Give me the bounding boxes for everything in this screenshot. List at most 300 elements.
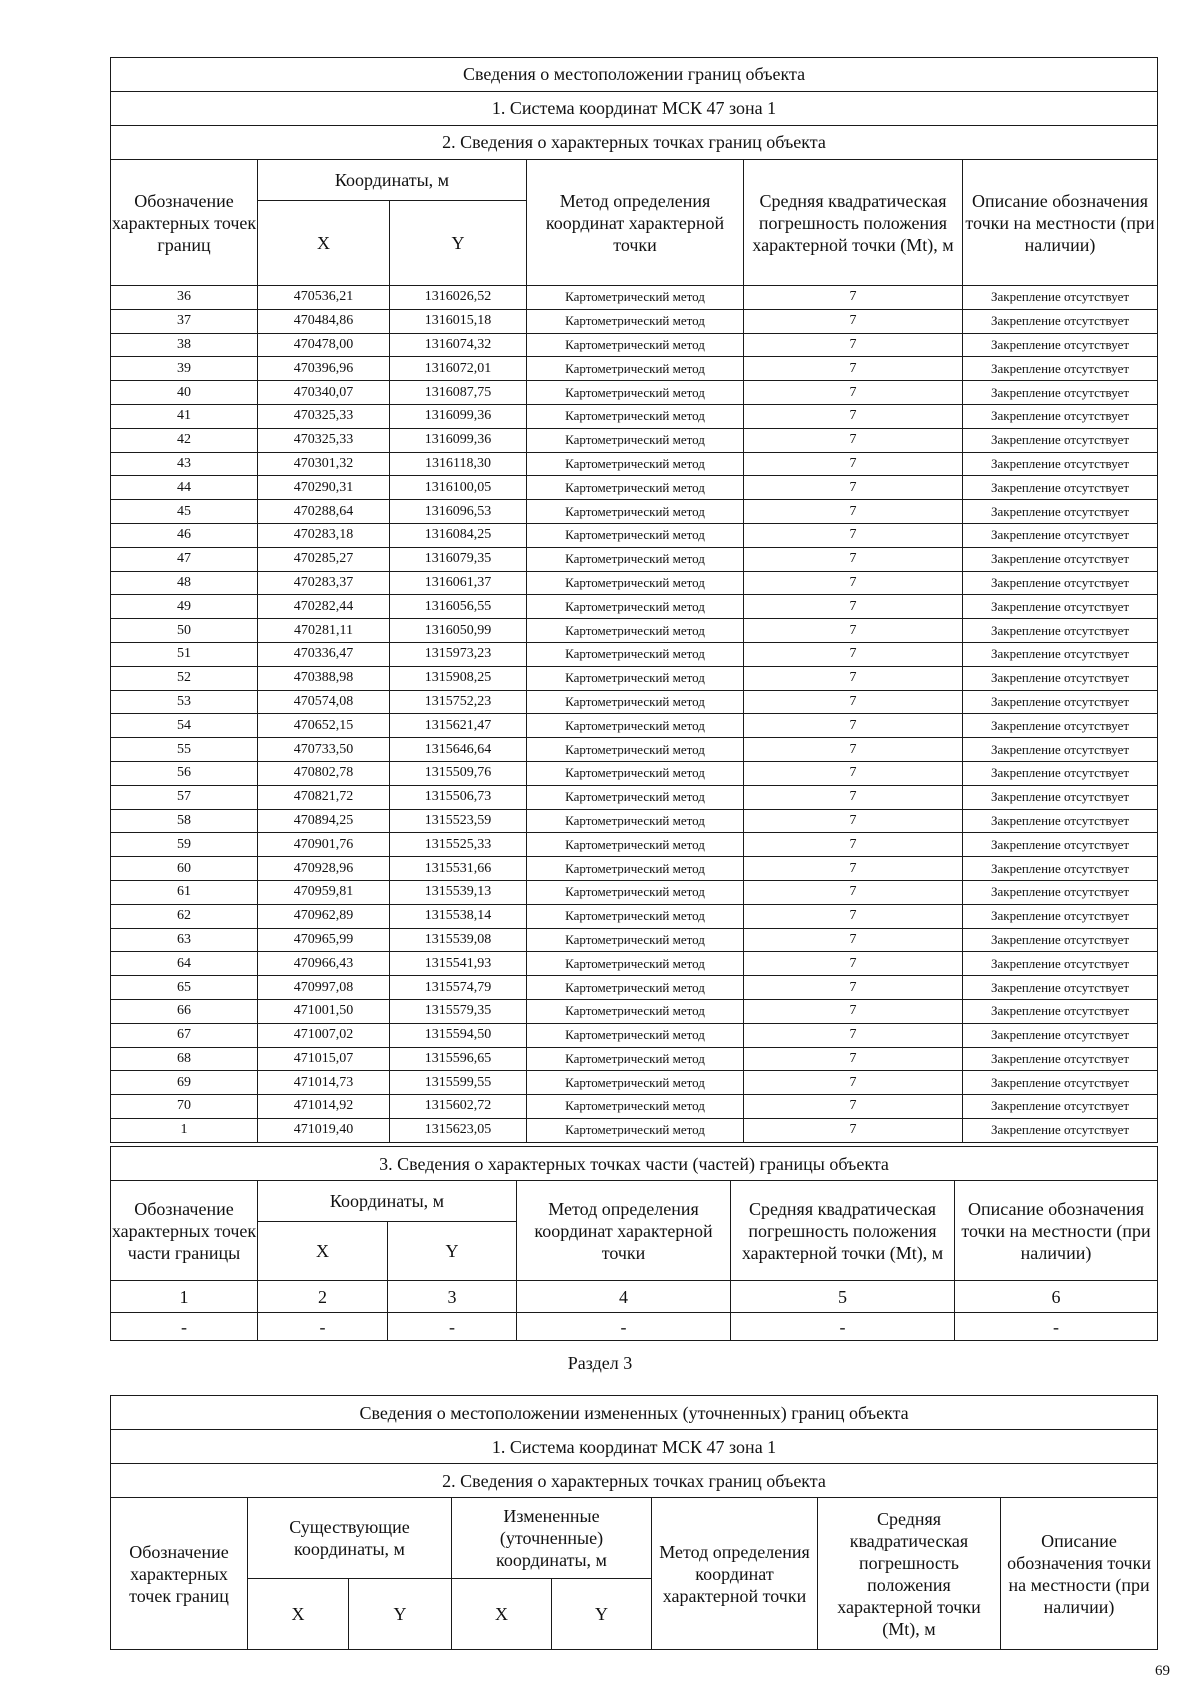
point-id: 51 — [111, 642, 258, 666]
table-row — [111, 833, 1158, 857]
point-id: 65 — [111, 976, 258, 1000]
coord-x: 470396,96 — [258, 357, 390, 381]
table-row — [111, 1047, 1158, 1071]
method: Картометрический метод — [527, 595, 744, 619]
coord-x: 470288,64 — [258, 500, 390, 524]
coord-x: 470802,78 — [258, 761, 390, 785]
coord-y: 1315506,73 — [390, 785, 527, 809]
description: Закрепление отсутствует — [963, 1071, 1158, 1095]
accuracy: 7 — [744, 1071, 963, 1095]
coord-y: 1316096,53 — [390, 500, 527, 524]
point-id: 1 — [111, 1118, 258, 1142]
accuracy: 7 — [744, 428, 963, 452]
table-row — [111, 857, 1158, 881]
column-number: 1 — [111, 1281, 258, 1313]
method: Картометрический метод — [527, 785, 744, 809]
header-x: X — [258, 1222, 388, 1281]
coord-x: 470336,47 — [258, 642, 390, 666]
table-title: Сведения о местоположении измененных (уточненных) границ объекта — [111, 1396, 1158, 1430]
coord-y: 1315973,23 — [390, 642, 527, 666]
accuracy: 7 — [744, 286, 963, 310]
accuracy: 7 — [744, 880, 963, 904]
description: Закрепление отсутствует — [963, 357, 1158, 381]
table-row — [111, 286, 1158, 310]
accuracy: 7 — [744, 1047, 963, 1071]
point-id: 39 — [111, 357, 258, 381]
coord-x: 470928,96 — [258, 857, 390, 881]
header-description: Описание обозначения точки на местности (при наличии) — [1001, 1498, 1158, 1650]
description: Закрепление отсутствует — [963, 333, 1158, 357]
description: Закрепление отсутствует — [963, 690, 1158, 714]
accuracy: 7 — [744, 333, 963, 357]
method: Картометрический метод — [527, 976, 744, 1000]
accuracy: 7 — [744, 761, 963, 785]
description: Закрепление отсутствует — [963, 381, 1158, 405]
accuracy: 7 — [744, 357, 963, 381]
point-id: 36 — [111, 286, 258, 310]
accuracy: 7 — [744, 1118, 963, 1142]
point-id: 47 — [111, 547, 258, 571]
description: Закрепление отсутствует — [963, 595, 1158, 619]
point-id: 42 — [111, 428, 258, 452]
coord-y: 1315752,23 — [390, 690, 527, 714]
point-id: 66 — [111, 999, 258, 1023]
point-id: 53 — [111, 690, 258, 714]
accuracy: 7 — [744, 452, 963, 476]
column-number: 4 — [517, 1281, 731, 1313]
method: Картометрический метод — [527, 690, 744, 714]
description: Закрепление отсутствует — [963, 761, 1158, 785]
coord-y: 1316074,32 — [390, 333, 527, 357]
coord-y: 1315539,08 — [390, 928, 527, 952]
accuracy: 7 — [744, 547, 963, 571]
table-row — [111, 880, 1158, 904]
description: Закрепление отсутствует — [963, 309, 1158, 333]
point-id: 70 — [111, 1095, 258, 1119]
point-id: 64 — [111, 952, 258, 976]
description: Закрепление отсутствует — [963, 1023, 1158, 1047]
coord-y: 1315509,76 — [390, 761, 527, 785]
table-row — [111, 809, 1158, 833]
coord-y: 1316026,52 — [390, 286, 527, 310]
description: Закрепление отсутствует — [963, 547, 1158, 571]
table-row — [111, 1095, 1158, 1119]
description: Закрепление отсутствует — [963, 999, 1158, 1023]
table-row — [111, 500, 1158, 524]
table-row — [111, 404, 1158, 428]
table-row — [111, 738, 1158, 762]
table-row — [111, 523, 1158, 547]
coord-x: 470290,31 — [258, 476, 390, 500]
table-row — [111, 452, 1158, 476]
coord-x: 470733,50 — [258, 738, 390, 762]
coord-y: 1316056,55 — [390, 595, 527, 619]
point-id: 40 — [111, 381, 258, 405]
empty-cell: - — [388, 1313, 517, 1341]
table-title: Сведения о местоположении границ объекта — [111, 58, 1158, 92]
coord-y: 1315579,35 — [390, 999, 527, 1023]
point-id: 50 — [111, 619, 258, 643]
accuracy: 7 — [744, 952, 963, 976]
description: Закрепление отсутствует — [963, 523, 1158, 547]
table-row — [111, 904, 1158, 928]
accuracy: 7 — [744, 690, 963, 714]
section-label: Раздел 3 — [567, 1353, 633, 1373]
description: Закрепление отсутствует — [963, 833, 1158, 857]
table-row — [111, 1118, 1158, 1142]
coord-y: 1316118,30 — [390, 452, 527, 476]
changed-boundary-points-table — [110, 1395, 1158, 1650]
description: Закрепление отсутствует — [963, 666, 1158, 690]
accuracy: 7 — [744, 1095, 963, 1119]
point-id: 67 — [111, 1023, 258, 1047]
point-id: 58 — [111, 809, 258, 833]
coord-x: 470282,44 — [258, 595, 390, 619]
coordinate-system: 1. Система координат МСК 47 зона 1 — [111, 1430, 1158, 1464]
header-changed-coords: Измененные (уточненные) координаты, м — [452, 1498, 652, 1579]
method: Картометрический метод — [527, 571, 744, 595]
method: Картометрический метод — [527, 381, 744, 405]
header-coords: Координаты, м — [258, 1181, 517, 1222]
method: Картометрический метод — [527, 428, 744, 452]
coord-y: 1316061,37 — [390, 571, 527, 595]
accuracy: 7 — [744, 928, 963, 952]
table-row — [111, 309, 1158, 333]
description: Закрепление отсутствует — [963, 476, 1158, 500]
table-row — [111, 761, 1158, 785]
method: Картометрический метод — [527, 1118, 744, 1142]
coord-x: 470285,27 — [258, 547, 390, 571]
description: Закрепление отсутствует — [963, 500, 1158, 524]
method: Картометрический метод — [527, 357, 744, 381]
table-row — [111, 357, 1158, 381]
coord-x: 471015,07 — [258, 1047, 390, 1071]
table-row — [111, 952, 1158, 976]
point-id: 37 — [111, 309, 258, 333]
description: Закрепление отсутствует — [963, 952, 1158, 976]
accuracy: 7 — [744, 785, 963, 809]
description: Закрепление отсутствует — [963, 738, 1158, 762]
coord-x: 471019,40 — [258, 1118, 390, 1142]
coord-x: 471014,73 — [258, 1071, 390, 1095]
header-method: Метод определения координат характерной точки — [652, 1498, 818, 1650]
coord-y: 1316099,36 — [390, 428, 527, 452]
header-description: Описание обозначения точки на местности (при наличии) — [963, 160, 1158, 286]
method: Картометрический метод — [527, 1095, 744, 1119]
method: Картометрический метод — [527, 404, 744, 428]
method: Картометрический метод — [527, 1071, 744, 1095]
method: Картометрический метод — [527, 880, 744, 904]
coord-x: 470283,18 — [258, 523, 390, 547]
boundary-points-table — [110, 57, 1158, 1143]
coord-y: 1316072,01 — [390, 357, 527, 381]
coord-x: 470325,33 — [258, 404, 390, 428]
accuracy: 7 — [744, 571, 963, 595]
accuracy: 7 — [744, 833, 963, 857]
description: Закрепление отсутствует — [963, 976, 1158, 1000]
header-accuracy: Средняя квадратическая погрешность положения характерной точки (Mt), м — [731, 1181, 955, 1281]
point-id: 56 — [111, 761, 258, 785]
empty-cell: - — [517, 1313, 731, 1341]
description: Закрепление отсутствует — [963, 785, 1158, 809]
coord-x: 470652,15 — [258, 714, 390, 738]
coordinate-system: 1. Система координат МСК 47 зона 1 — [111, 92, 1158, 126]
point-id: 69 — [111, 1071, 258, 1095]
point-id: 46 — [111, 523, 258, 547]
coord-x: 470821,72 — [258, 785, 390, 809]
accuracy: 7 — [744, 738, 963, 762]
method: Картометрический метод — [527, 857, 744, 881]
coord-x: 470478,00 — [258, 333, 390, 357]
method: Картометрический метод — [527, 952, 744, 976]
coord-x: 470325,33 — [258, 428, 390, 452]
point-id: 48 — [111, 571, 258, 595]
accuracy: 7 — [744, 999, 963, 1023]
coord-y: 1315541,93 — [390, 952, 527, 976]
accuracy: 7 — [744, 904, 963, 928]
table-row — [111, 1023, 1158, 1047]
method: Картометрический метод — [527, 619, 744, 643]
coord-y: 1316015,18 — [390, 309, 527, 333]
table-row — [111, 428, 1158, 452]
coord-x: 470965,99 — [258, 928, 390, 952]
coord-x: 470574,08 — [258, 690, 390, 714]
method: Картометрический метод — [527, 523, 744, 547]
accuracy: 7 — [744, 309, 963, 333]
coord-x: 471007,02 — [258, 1023, 390, 1047]
header-changed-x: X — [452, 1579, 552, 1650]
table-row — [111, 714, 1158, 738]
method: Картометрический метод — [527, 642, 744, 666]
coord-y: 1316087,75 — [390, 381, 527, 405]
table-row — [111, 571, 1158, 595]
empty-cell: - — [258, 1313, 388, 1341]
column-number: 5 — [731, 1281, 955, 1313]
point-id: 61 — [111, 880, 258, 904]
coord-x: 470388,98 — [258, 666, 390, 690]
table-row — [111, 999, 1158, 1023]
header-y: Y — [390, 201, 527, 286]
table-row — [111, 333, 1158, 357]
description: Закрепление отсутствует — [963, 809, 1158, 833]
header-description: Описание обозначения точки на местности (при наличии) — [955, 1181, 1158, 1281]
accuracy: 7 — [744, 714, 963, 738]
coord-x: 470894,25 — [258, 809, 390, 833]
coord-y: 1315523,59 — [390, 809, 527, 833]
header-changed-y: Y — [552, 1579, 652, 1650]
point-id: 52 — [111, 666, 258, 690]
description: Закрепление отсутствует — [963, 1047, 1158, 1071]
coord-x: 470536,21 — [258, 286, 390, 310]
method: Картометрический метод — [527, 761, 744, 785]
header-y: Y — [388, 1222, 517, 1281]
description: Закрепление отсутствует — [963, 880, 1158, 904]
description: Закрепление отсутствует — [963, 928, 1158, 952]
column-number: 6 — [955, 1281, 1158, 1313]
description: Закрепление отсутствует — [963, 904, 1158, 928]
column-number: 3 — [388, 1281, 517, 1313]
coord-y: 1315594,50 — [390, 1023, 527, 1047]
section-heading: 2. Сведения о характерных точках границ объекта — [111, 1464, 1158, 1498]
point-id: 63 — [111, 928, 258, 952]
coord-x: 471001,50 — [258, 999, 390, 1023]
table-row — [111, 595, 1158, 619]
section-heading: 3. Сведения о характерных точках части (частей) границы объекта — [111, 1147, 1158, 1181]
method: Картометрический метод — [527, 476, 744, 500]
coord-y: 1315646,64 — [390, 738, 527, 762]
method: Картометрический метод — [527, 547, 744, 571]
method: Картометрический метод — [527, 738, 744, 762]
table-row — [111, 619, 1158, 643]
table-row — [111, 690, 1158, 714]
description: Закрепление отсутствует — [963, 286, 1158, 310]
table-row — [111, 476, 1158, 500]
method: Картометрический метод — [527, 999, 744, 1023]
method: Картометрический метод — [527, 309, 744, 333]
coord-y: 1315596,65 — [390, 1047, 527, 1071]
point-id: 62 — [111, 904, 258, 928]
point-id: 54 — [111, 714, 258, 738]
description: Закрепление отсутствует — [963, 1095, 1158, 1119]
point-id: 45 — [111, 500, 258, 524]
accuracy: 7 — [744, 476, 963, 500]
coord-x: 470966,43 — [258, 952, 390, 976]
method: Картометрический метод — [527, 1047, 744, 1071]
description: Закрепление отсутствует — [963, 452, 1158, 476]
coord-y: 1315599,55 — [390, 1071, 527, 1095]
method: Картометрический метод — [527, 666, 744, 690]
table-row — [111, 666, 1158, 690]
point-id: 60 — [111, 857, 258, 881]
coord-x: 470959,81 — [258, 880, 390, 904]
accuracy: 7 — [744, 642, 963, 666]
table-row — [111, 785, 1158, 809]
coord-y: 1316050,99 — [390, 619, 527, 643]
coord-y: 1315538,14 — [390, 904, 527, 928]
method: Картометрический метод — [527, 452, 744, 476]
coord-x: 471014,92 — [258, 1095, 390, 1119]
accuracy: 7 — [744, 404, 963, 428]
point-id: 55 — [111, 738, 258, 762]
header-existing-coords: Существующие координаты, м — [248, 1498, 452, 1579]
method: Картометрический метод — [527, 333, 744, 357]
description: Закрепление отсутствует — [963, 404, 1158, 428]
header-point: Обозначение характерных точек части границы — [111, 1181, 258, 1281]
table-row — [111, 976, 1158, 1000]
accuracy: 7 — [744, 500, 963, 524]
point-id: 49 — [111, 595, 258, 619]
header-x: X — [258, 201, 390, 286]
table-row — [111, 547, 1158, 571]
coord-y: 1316100,05 — [390, 476, 527, 500]
method: Картометрический метод — [527, 904, 744, 928]
header-point: Обозначение характерных точек границ — [111, 160, 258, 286]
coord-x: 470484,86 — [258, 309, 390, 333]
accuracy: 7 — [744, 523, 963, 547]
description: Закрепление отсутствует — [963, 619, 1158, 643]
coord-y: 1315525,33 — [390, 833, 527, 857]
coord-y: 1315621,47 — [390, 714, 527, 738]
method: Картометрический метод — [527, 286, 744, 310]
header-method: Метод определения координат характерной точки — [527, 160, 744, 286]
point-id: 44 — [111, 476, 258, 500]
coord-y: 1316084,25 — [390, 523, 527, 547]
column-number: 2 — [258, 1281, 388, 1313]
point-id: 68 — [111, 1047, 258, 1071]
coord-y: 1315539,13 — [390, 880, 527, 904]
header-point: Обозначение характерных точек границ — [111, 1498, 248, 1650]
accuracy: 7 — [744, 857, 963, 881]
method: Картометрический метод — [527, 1023, 744, 1047]
empty-cell: - — [955, 1313, 1158, 1341]
coord-y: 1315574,79 — [390, 976, 527, 1000]
description: Закрепление отсутствует — [963, 642, 1158, 666]
coord-x: 470283,37 — [258, 571, 390, 595]
coord-x: 470997,08 — [258, 976, 390, 1000]
accuracy: 7 — [744, 619, 963, 643]
coord-y: 1316079,35 — [390, 547, 527, 571]
coord-y: 1316099,36 — [390, 404, 527, 428]
accuracy: 7 — [744, 976, 963, 1000]
coord-x: 470962,89 — [258, 904, 390, 928]
header-method: Метод определения координат характерной точки — [517, 1181, 731, 1281]
coord-y: 1315602,72 — [390, 1095, 527, 1119]
header-existing-x: X — [248, 1579, 349, 1650]
coord-x: 470301,32 — [258, 452, 390, 476]
coord-x: 470281,11 — [258, 619, 390, 643]
description: Закрепление отсутствует — [963, 1118, 1158, 1142]
header-accuracy: Средняя квадратическая погрешность положения характерной точки (Mt), м — [818, 1498, 1001, 1650]
point-id: 43 — [111, 452, 258, 476]
part-boundary-points-table — [110, 1146, 1158, 1341]
method: Картометрический метод — [527, 833, 744, 857]
coord-x: 470901,76 — [258, 833, 390, 857]
empty-cell: - — [111, 1313, 258, 1341]
coord-y: 1315531,66 — [390, 857, 527, 881]
page-number: 69 — [1155, 1663, 1170, 1679]
accuracy: 7 — [744, 1023, 963, 1047]
empty-cell: - — [731, 1313, 955, 1341]
description: Закрепление отсутствует — [963, 571, 1158, 595]
accuracy: 7 — [744, 666, 963, 690]
point-id: 59 — [111, 833, 258, 857]
table-row — [111, 381, 1158, 405]
accuracy: 7 — [744, 381, 963, 405]
coord-x: 470340,07 — [258, 381, 390, 405]
header-coords: Координаты, м — [258, 160, 527, 201]
description: Закрепление отсутствует — [963, 857, 1158, 881]
table-row — [111, 1071, 1158, 1095]
accuracy: 7 — [744, 595, 963, 619]
method: Картометрический метод — [527, 500, 744, 524]
method: Картометрический метод — [527, 714, 744, 738]
description: Закрепление отсутствует — [963, 428, 1158, 452]
method: Картометрический метод — [527, 928, 744, 952]
accuracy: 7 — [744, 809, 963, 833]
section-heading: 2. Сведения о характерных точках границ объекта — [111, 126, 1158, 160]
point-id: 38 — [111, 333, 258, 357]
table-row — [111, 928, 1158, 952]
coord-y: 1315623,05 — [390, 1118, 527, 1142]
table-row — [111, 642, 1158, 666]
point-id: 41 — [111, 404, 258, 428]
method: Картометрический метод — [527, 809, 744, 833]
description: Закрепление отсутствует — [963, 714, 1158, 738]
header-existing-y: Y — [349, 1579, 452, 1650]
header-accuracy: Средняя квадратическая погрешность положения характерной точки (Mt), м — [744, 160, 963, 286]
point-id: 57 — [111, 785, 258, 809]
coord-y: 1315908,25 — [390, 666, 527, 690]
